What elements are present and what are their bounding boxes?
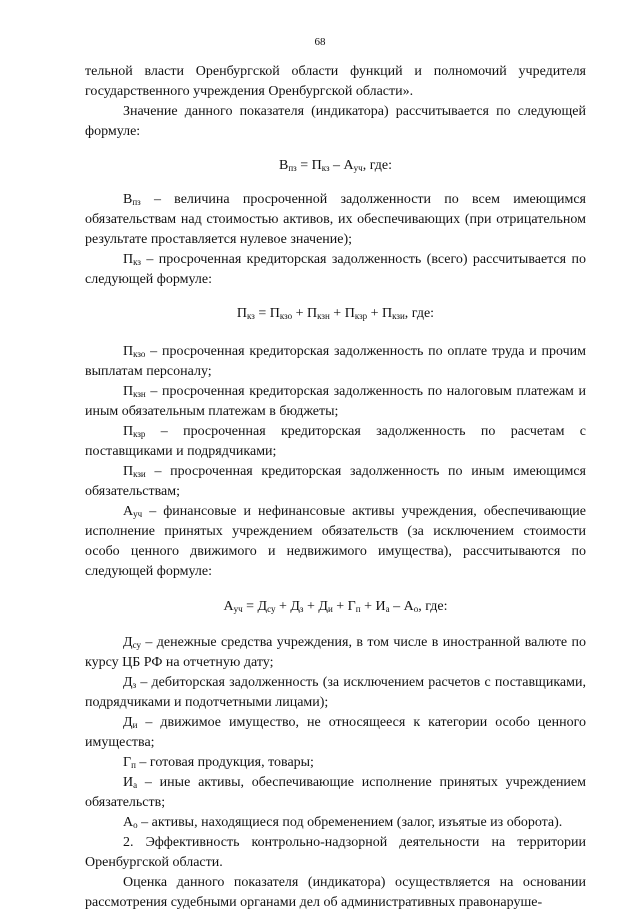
definition-gp: $Г_п$ – готовая продукция, товары; xyxy=(123,755,314,770)
formula-auch: $А_{уч} = Д_{су} + Д_з + Д_и + Г_п + И_а - А_о$, где: xyxy=(223,599,448,614)
formula-pkz: $П_{кз} = П_{кзо} + П_{кзн} + П_{кзр} + П_{кзи}$, где: xyxy=(236,306,435,321)
definition-dsu: $Д_{су}$ – денежные средства учреждения, в том числе в иностранной валюте по курсу ЦБ РФ на отчетную дату; xyxy=(85,635,586,670)
section-heading: 2. Эффективность контрольно-надзорной деятельности на территории Оренбургской области. xyxy=(85,835,586,870)
definition-ia: $И_а$ – иные активы, обеспечивающие исполнение принятых учреждением обязательств; xyxy=(85,775,586,810)
definition-pkzi: $П_{кзи}$ – просроченная кредиторская задолженность по иным имеющимся обязательствам; xyxy=(85,464,586,499)
definition-di: $Д_и$ – движимое имущество, не относящееся к категории особо ценного имущества; xyxy=(85,715,586,750)
formula-vpz: $В_{пз} = П_{кз} - А_{уч}$, где: xyxy=(279,158,392,173)
definition-pkzr: $П_{кзр}$ – просроченная кредиторская задолженность по расчетам с поставщиками и подрядчиками; xyxy=(85,424,586,459)
definition-vpz: $В_{пз}$ – величина просроченной задолженности по всем имеющимся обязательствам над стоимостью активов, их обеспечивающих (при отрицательном результате проставляется нулевое значение); xyxy=(85,192,586,247)
definition-pkzo: $П_{кзо}$ – просроченная кредиторская задолженность по оплате труда и прочим выплатам персоналу; xyxy=(85,344,586,379)
definition-pkz: $П_{кз}$ – просроченная кредиторская задолженность (всего) рассчитывается по следующей формуле: xyxy=(85,252,586,287)
definition-auch: $А_{уч}$ – финансовые и нефинансовые активы учреждения, обеспечивающие исполнение принятых учреждением обязательств (за исключением стоимости особо ценного движимого и недвижимого имущества), рассчитываются по следующей формуле: xyxy=(85,504,586,579)
paragraph: Значение данного показателя (индикатора) рассчитывается по следующей формуле: xyxy=(85,104,586,139)
definition-pkzn: $П_{кзн}$ – просроченная кредиторская задолженность по налоговым платежам и иным обязательным платежам в бюджеты; xyxy=(85,384,586,419)
paragraph: тельной власти Оренбургской области функций и полномочий учредителя государственного учреждения Оренбургской области». xyxy=(85,64,586,99)
paragraph: Оценка данного показателя (индикатора) осуществляется на основании рассмотрения судебными органами дел об административных правонаруше- xyxy=(85,875,586,910)
document-body xyxy=(85,62,586,913)
page-number: 68 xyxy=(314,36,326,48)
definition-ao: $А_о$ – активы, находящиеся под обременением (залог, изъятые из оборота). xyxy=(123,815,563,830)
definition-dz: $Д_з$ – дебиторская задолженность (за исключением расчетов с поставщиками, подрядчиками и подотчетными лицами); xyxy=(85,675,586,710)
